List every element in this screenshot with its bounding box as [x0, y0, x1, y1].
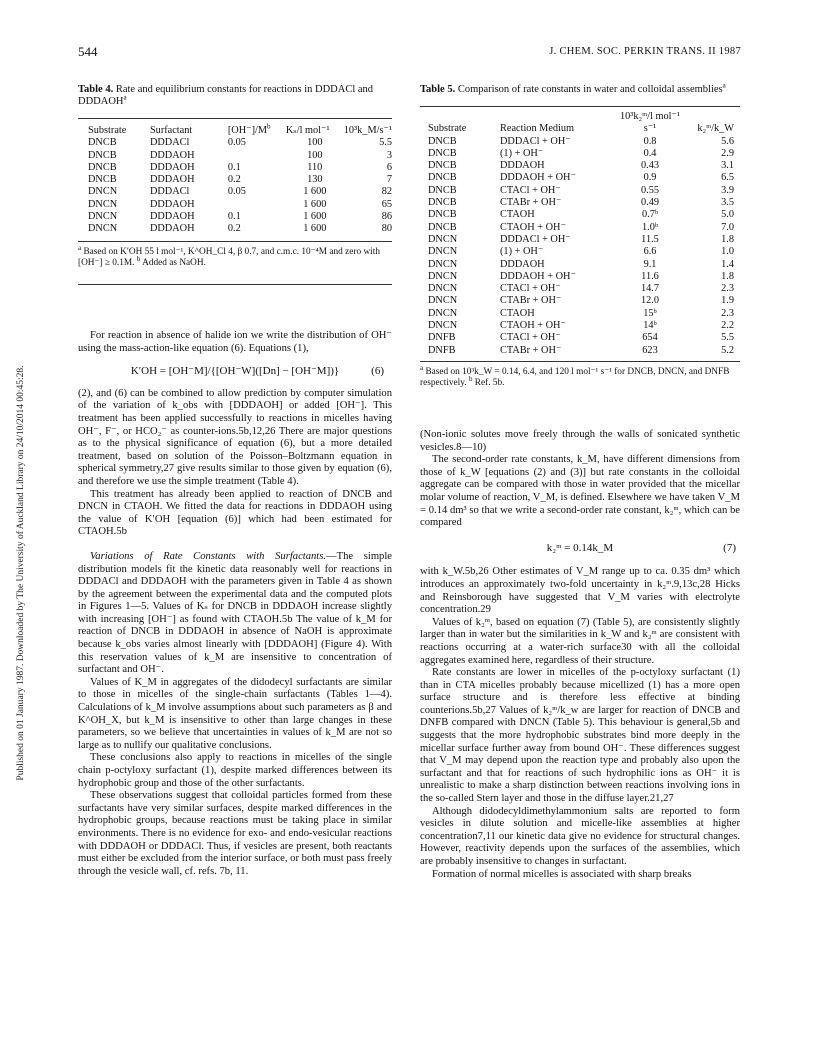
table5-cell: 5.2: [721, 344, 734, 356]
table5-footnotes: $^a$ Based on 10³k_W = 0.14, 6.4, and 120 l mol⁻¹ s⁻¹ for DNCB, DNCN, and DNFB respectively. $^b$ Ref. 5b.: [420, 363, 730, 389]
table5-header: k₂ᵐ/k_W: [697, 123, 734, 135]
table5-cell: (1) + OH⁻: [500, 147, 544, 159]
table5-cell: 1.0ᵇ: [641, 221, 659, 233]
table5-header: Reaction Medium: [500, 123, 575, 135]
table5-cell: 3.5: [721, 197, 734, 209]
table5-cell: 0.7ᵇ: [641, 209, 659, 221]
table4-cell: 1 600: [303, 186, 327, 198]
table4-row: [78, 137, 392, 149]
table5-cell: 9.1: [643, 258, 657, 270]
table5-cell: DNCB: [428, 209, 457, 221]
table4-cell: 80: [381, 223, 392, 235]
download-notice: Published on 01 January 1987. Downloaded by The University of Auckland Library on 24/10/2014 00:45:28.: [16, 365, 26, 781]
table5-cell: CTACl + OH⁻: [500, 184, 561, 196]
table4-cell: 0.05: [227, 137, 246, 149]
equation-7-number: (7): [723, 541, 736, 554]
table4-row: [78, 150, 392, 162]
paragraph: This treatment has already been applied to reaction of DNCB and DNCN in CTAOH. We fitted the data for reactions in DDDAOH using the value of K′OH [equation (6)] which had been estimated for CTAOH.5b: [78, 488, 392, 538]
table5-cell: 623: [642, 344, 658, 356]
table4-cell: 65: [381, 198, 392, 210]
table5-cell: DNCN: [428, 233, 458, 245]
table4-cell: [228, 150, 286, 162]
table4-caption-mark: a: [123, 93, 127, 102]
table5-block: [420, 81, 740, 390]
table5-header: Substrate: [428, 123, 467, 135]
table5-cell: 2.3: [721, 307, 734, 319]
table5: [420, 111, 740, 357]
table5-cell: 15ᵇ: [643, 307, 657, 319]
table5-cell: 2.2: [721, 320, 734, 332]
table5-cell: DDDACl + OH⁻: [500, 233, 571, 245]
table4-cell: DNCB: [88, 149, 117, 161]
table4-cell: DNCN: [88, 223, 118, 235]
table4-header-mark: b: [267, 122, 271, 131]
section-text: —The simple distribution models fit the kinetic data reasonably well for reactions in DDDACl and DDDAOH with the parameters given in Table 4 as shown by the agreement between the experimental data and the computed plots in Figures 1—5. Values of Kₛ for DNCB in DDDAOH increase slightly with increasing [OH⁻] as found with CTAOH.5b The value of k_M for reaction of DNCB in DDDAOH in absence of NaOH is approximate because k_obs varies almost linearly with [DDDAOH] (Figure 4). With this reservation values of k_M are insensitive to concentration of surfactant and OH⁻.: [78, 550, 392, 676]
table4-cell: DNCB: [88, 161, 117, 173]
table5-cell: 0.43: [640, 160, 660, 172]
table4-cell: 0.2: [227, 223, 241, 235]
table5-row: [420, 308, 740, 320]
paragraph: with k_W.5b,26 Other estimates of V_M range up to ca. 0.35 dm³ which introduces an approximately two-fold uncertainty in k₂ᵐ.9,13c,28 Hicks and Reinsborough have suggested that V_M varies with electrolyte concentration.29: [420, 566, 740, 616]
table5-header-row: [420, 111, 740, 136]
table5-cell: DDDAOH + OH⁻: [500, 270, 576, 282]
table5-cell: DNFB: [428, 344, 456, 356]
table4-header: Substrate: [88, 125, 127, 136]
table5-row: [420, 271, 740, 283]
table5-header: 10³k₂ᵐ/l mol⁻¹ s⁻¹: [620, 111, 680, 135]
table4-cell: 0.2: [227, 174, 241, 186]
table4-row: [78, 186, 392, 198]
table4-cell: 1 600: [303, 211, 327, 223]
table5-cell: DNCN: [428, 270, 458, 282]
table4-cell: DDDACl: [149, 186, 190, 198]
table5-row: [420, 222, 740, 234]
table5-cell: CTAOH: [500, 307, 535, 319]
page-number: 544: [78, 44, 98, 59]
table4-header: 10³k_M/s⁻¹: [343, 125, 392, 136]
table5-cell: 14.7: [640, 283, 660, 295]
table5-cell: 3.9: [721, 184, 734, 196]
table4: [78, 122, 392, 236]
table4-cell: DDDAOH: [149, 174, 195, 186]
table4-cell: 100: [307, 149, 323, 161]
table5-caption-mark: a: [722, 81, 726, 90]
table4-cell: DNCN: [88, 186, 118, 198]
paragraph: The second-order rate constants, k_M, have different dimensions from those of k_W [equations (2) and (3)] but rate constants in the colloidal aggregate can be compared with those in water provided that the micellar molar volume of reaction, V_M, is defined. Elsewhere we have taken V_M = 0.14 dm³ so that we write a second-order rate constant, k₂ᵐ, which can be compared: [420, 454, 740, 529]
table5-cell: CTACl + OH⁻: [500, 283, 561, 295]
table4-row: [78, 199, 392, 211]
table4-cell: 1 600: [303, 198, 327, 210]
table5-footnote-a: Based on 10³k_W = 0.14, 6.4, and 120 l mol⁻¹ s⁻¹ for DNCB, DNCN, and DNFB respectively.: [420, 366, 730, 389]
table4-cell: DNCB: [88, 137, 117, 149]
table5-row: [420, 209, 740, 221]
table4-cell: 6: [386, 161, 392, 173]
table5-cell: 11.5: [641, 233, 659, 245]
table5-cell: 6.6: [643, 246, 657, 258]
table4-label: Table 4.: [78, 84, 114, 95]
table4-cell: DDDAOH: [149, 223, 195, 235]
table5-cell: 1.9: [721, 295, 734, 307]
equation-7-body: k₂ᵐ = 0.14k_M: [546, 541, 614, 554]
table5-cell: CTABr + OH⁻: [500, 344, 562, 356]
table5-cell: DDDAOH + OH⁻: [500, 172, 576, 184]
table4-cell: DDDAOH: [149, 161, 195, 173]
table4-footnote-a: Based on K′OH 55 l mol⁻¹, K^OH_Cl 4, β 0.7, and c.m.c. 10⁻⁴M and zero with [OH⁻] ≥ 0.1M.: [78, 246, 380, 269]
table5-cell: CTABr + OH⁻: [500, 295, 562, 307]
table5-cell: CTACl + OH⁻: [500, 332, 561, 344]
table5-label: Table 5.: [420, 84, 456, 95]
table5-cell: 5.5: [721, 332, 734, 344]
paragraph: These observations suggest that colloidal particles formed from these surfactants have very similar surfaces, despite marked differences in the hydrophobic groups, because reactions must be taking place in similar environments. There is no evidence for exo- and endo-vesicular reactions with DDDAOH or DDDACl. Thus, if vesicles are present, both reactants must either be excluded from the interior surface, or both must pass freely through the vesicle wall, cf. refs. 7b, 11.: [78, 790, 392, 877]
table4-row: [78, 162, 392, 174]
table5-cell: DNCB: [428, 172, 457, 184]
table5-row: [420, 148, 740, 160]
table5-cell: DNCB: [428, 147, 457, 159]
equation-6: [78, 365, 392, 378]
table5-cell: 0.49: [640, 197, 660, 209]
table5-cell: DNCN: [428, 283, 458, 295]
table4-cell: 110: [307, 161, 323, 173]
table5-cell: 2.9: [721, 147, 734, 159]
table5-cell: 0.9: [643, 172, 657, 184]
equation-6-body: K′OH = [OH⁻M]/{[OH⁻W]([Dn] − [OH⁻M])}: [130, 365, 340, 378]
table5-cell: 2.3: [721, 283, 734, 295]
table4-cell: DDDAOH: [149, 198, 195, 210]
table5-cell: 1.8: [721, 233, 734, 245]
table4-header: Surfactant: [149, 125, 193, 136]
table4-cell: 3: [386, 149, 392, 161]
table5-cell: DNFB: [428, 332, 456, 344]
table5-cell: 1.0: [721, 246, 734, 258]
paragraph: Values of k₂ᵐ, based on equation (7) (Table 5), are consistently slightly larger than in water but the similarities in k_W and k₂ᵐ are consistent with reactions occurring at a water-rich surface30 with all the colloidal aggregates examined here, regardless of their structure.: [420, 616, 740, 666]
table4-cell: DNCN: [88, 211, 118, 223]
table5-cell: DNCB: [428, 135, 457, 147]
paragraph: (Non-ionic solutes move freely through the walls of sonicated synthetic vesicles.8—10): [420, 429, 740, 453]
table4-cell: DDDACl: [149, 137, 190, 149]
table5-cell: CTABr + OH⁻: [500, 197, 562, 209]
table5-cell: 6.5: [721, 172, 734, 184]
table5-cell: 0.8: [643, 135, 657, 147]
section-title: Variations of Rate Constants with Surfactants.: [90, 550, 327, 562]
table5-cell: CTAOH + OH⁻: [500, 221, 566, 233]
table5-caption: [420, 81, 740, 96]
table5-cell: (1) + OH⁻: [500, 246, 544, 258]
table5-cell: 654: [642, 332, 658, 344]
table5-cell: 11.6: [641, 270, 659, 282]
table5-cell: DNCN: [428, 307, 458, 319]
table5-cell: 1.8: [721, 270, 734, 282]
table4-cell: 7: [386, 174, 392, 186]
table5-caption-text: Comparison of rate constants in water and colloidal assemblies: [457, 84, 723, 95]
table5-cell: DNCN: [428, 246, 458, 258]
table5-row: [420, 332, 740, 344]
equation-7: [420, 542, 740, 555]
table4-row: [78, 211, 392, 223]
table5-cell: 14ᵇ: [643, 320, 657, 332]
table5-cell: DNCB: [428, 221, 457, 233]
table4-cell: 1 600: [303, 223, 327, 235]
table5-cell: 1.4: [721, 258, 734, 270]
table5-cell: DNCN: [428, 295, 458, 307]
table5-footnote-b: Ref. 5b.: [474, 378, 505, 389]
table5-row: [420, 172, 740, 184]
table5-cell: CTAOH: [500, 209, 535, 221]
table4-cell: 86: [381, 211, 392, 223]
table4-footnote-b: Added as NaOH.: [142, 258, 206, 269]
table5-cell: CTAOH + OH⁻: [500, 320, 566, 332]
table4-header-row: [78, 125, 392, 137]
table5-cell: 0.4: [643, 147, 657, 159]
table4-block: [78, 84, 392, 285]
table4-cell: 5.5: [379, 137, 392, 149]
table4-cell: [228, 199, 286, 211]
table5-row: [420, 283, 740, 295]
table5-cell: DDDAOH: [500, 258, 545, 270]
left-column: [78, 330, 392, 878]
table5-cell: DDDACl + OH⁻: [500, 135, 571, 147]
paragraph: Values of K_M in aggregates of the didodecyl surfactants are similar to those in micelles of the single-chain surfactants (Tables 1—4). Calculations of k_M involve assumptions about such parameters as β and K^OH_X, but k_M is insensitive to other than large changes in these parameters, so we believe that uncertainties in values of k_M are not so large as to nullify our qualitative conclusions.: [78, 676, 392, 751]
table4-row: [78, 174, 392, 186]
table4-header: [227, 122, 286, 137]
table4-header-text: [OH⁻]/M: [227, 125, 268, 136]
table5-row: [420, 345, 740, 357]
table5-row: [420, 246, 740, 258]
table5-cell: 5.6: [721, 135, 734, 147]
table4-cell: 82: [381, 186, 392, 198]
table5-row: [420, 185, 740, 197]
section-paragraph: [78, 551, 392, 677]
right-column: [420, 429, 740, 881]
table5-cell: DNCN: [428, 320, 458, 332]
table5-row: [420, 320, 740, 332]
table5-cell: 12.0: [640, 295, 660, 307]
table5-row: [420, 136, 740, 148]
paragraph: (2), and (6) can be combined to allow prediction by computer simulation of the variation of k_obs with [DDDAOH] or added [OH⁻]. This treatment has been applied successfully to reactions in micelles having OH⁻, F⁻, or HCO₂⁻ as counter-ions.5b,12,26 There are major questions as to the physical significance of equation (6), but a more detailed treatment, based on solution of the Poisson–Boltzmann equation in spherical symmetry,27 give results similar to those given by equation (6), and therefore we use the simple treatment (Table 4).: [78, 387, 392, 487]
table5-cell: 3.1: [721, 160, 734, 172]
table4-cell: DDDAOH: [149, 149, 195, 161]
equation-6-number: (6): [371, 365, 384, 378]
table4-row: [78, 223, 392, 235]
table5-cell: DNCB: [428, 197, 457, 209]
table5-cell: DDDAOH: [500, 160, 545, 172]
table4-cell: 100: [307, 137, 323, 149]
table5-cell: 0.55: [640, 184, 660, 196]
table4-cell: 0.1: [227, 211, 241, 223]
table5-row: [420, 160, 740, 172]
table5-cell: DNCB: [428, 184, 457, 196]
table4-cell: 0.1: [227, 161, 241, 173]
table5-row: [420, 234, 740, 246]
table5-cell: DNCN: [428, 258, 458, 270]
paragraph: Although didodecyldimethylammonium salts are reported to form vesicles in dilute solution and micelle-like assemblies at higher concentration7,11 our kinetic data give no evidence for structural changes. However, reactivity depends upon the surfaces of the assemblies, which are probably insensitive to changes in surfactant.: [420, 805, 740, 867]
table5-row: [420, 259, 740, 271]
paragraph: Rate constants are lower in micelles of the p-octyloxy surfactant (1) than in CTA micelles probably because micellized (1) has a more open surface structure and is therefore less effective at binding counterions.5b,27 Values of k₂ᵐ/k_w are larger for reaction of DNCB and DNFB compared with DNCN (Table 5). This behaviour is general,5b and suggests that the more hydrophobic substrates bind more deeply in the micellar surface further away from bound OH⁻. These differences suggest that V_M may depend upon the reaction type and probably also upon the surfactant and that for reactions of such hydrophilic ions as OH⁻ it is unrealistic to make a sharp distinction between reactions involving ions in the so-called Stern layer and those in the diffuse layer.21,27: [420, 667, 740, 805]
paragraph: These conclusions also apply to reactions in micelles of the single chain p-octyloxy surfactant (1), despite marked differences between its hydrophobic group and those of the other surfactants.: [78, 752, 392, 789]
table4-cell: 130: [307, 174, 323, 186]
table4-caption: [78, 84, 392, 108]
table4-cell: 0.05: [227, 186, 246, 198]
table4-cell: DDDAOH: [149, 211, 195, 223]
paragraph: For reaction in absence of halide ion we write the distribution of OH⁻ using the mass-action-like equation (6). Equations (1),: [78, 330, 392, 354]
table4-footnotes: $^a$ Based on K′OH 55 l mol⁻¹, K^OH_Cl 4, β 0.7, and c.m.c. 10⁻⁴M and zero with [OH⁻] ≥ 0.1M. $^b$ Added as NaOH.: [78, 243, 380, 269]
table5-cell: 7.0: [721, 221, 734, 233]
table5-cell: 5.0: [721, 209, 734, 221]
table5-row: [420, 197, 740, 209]
table5-row: [420, 295, 740, 307]
table5-cell: DNCB: [428, 160, 457, 172]
download-sidebar: [14, 175, 28, 975]
paragraph: Formation of normal micelles is associated with sharp breaks: [432, 868, 692, 880]
table4-caption-text: Rate and equilibrium constants for reactions in DDDACl and DDDAOH: [78, 84, 374, 107]
journal-header: J. CHEM. SOC. PERKIN TRANS. II 1987: [549, 46, 741, 57]
table4-cell: DNCN: [88, 198, 118, 210]
table4-header: Kₛ/l mol⁻¹: [285, 125, 330, 136]
table4-cell: DNCB: [88, 174, 117, 186]
